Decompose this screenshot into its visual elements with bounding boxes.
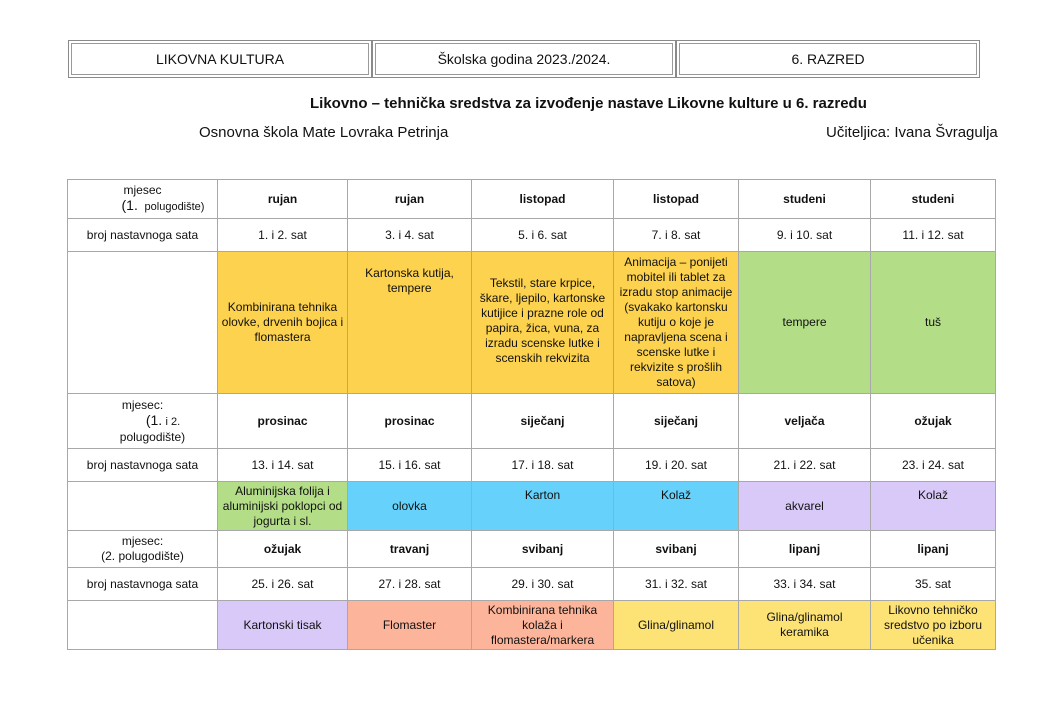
- material-cell: Kolaž: [614, 482, 739, 531]
- lesson-cell: 29. i 30. sat: [472, 568, 614, 601]
- lesson-cell: 1. i 2. sat: [218, 219, 348, 252]
- lesson-cell: 7. i 8. sat: [614, 219, 739, 252]
- material-cell: Flomaster: [348, 601, 472, 650]
- material-cell: tempere: [739, 252, 871, 394]
- material-cell: Kombinirana tehnika olovke, drvenih bojica i flomastera: [218, 252, 348, 394]
- month-row-label: mjesec: (1. i 2. polugodište): [68, 394, 218, 449]
- subject-box: [68, 40, 372, 78]
- material-cell: Animacija – ponijeti mobitel ili tablet za izradu stop animacije (svakako kartonsku kutiju o koje je napravljena scena i scenske lutke i rekvizite s prošlih satova): [614, 252, 739, 394]
- lesson-cell: 5. i 6. sat: [472, 219, 614, 252]
- lesson-cell: 15. i 16. sat: [348, 449, 472, 482]
- material-cell: Kolaž: [871, 482, 996, 531]
- lesson-cell: 3. i 4. sat: [348, 219, 472, 252]
- month-cell: travanj: [348, 531, 472, 568]
- lesson-row: [68, 568, 996, 601]
- lesson-row-label: broj nastavnoga sata: [68, 449, 218, 482]
- month-cell: prosinac: [348, 394, 472, 449]
- month-cell: studeni: [739, 180, 871, 219]
- month-cell: lipanj: [739, 531, 871, 568]
- material-cell: tuš: [871, 252, 996, 394]
- month-row: [68, 180, 996, 219]
- material-row-label: [68, 252, 218, 394]
- grade-label: 6. RAZRED: [791, 51, 865, 67]
- lesson-cell: 11. i 12. sat: [871, 219, 996, 252]
- lesson-cell: 19. i 20. sat: [614, 449, 739, 482]
- lesson-cell: 21. i 22. sat: [739, 449, 871, 482]
- month-cell: siječanj: [614, 394, 739, 449]
- month-cell: lipanj: [871, 531, 996, 568]
- month-row: [68, 394, 996, 449]
- grade-box: [676, 40, 980, 78]
- month-cell: siječanj: [472, 394, 614, 449]
- month-row-label: mjesec: (2. polugodište): [68, 531, 218, 568]
- lesson-cell: 31. i 32. sat: [614, 568, 739, 601]
- material-row-label: [68, 601, 218, 650]
- school-name: Osnovna škola Mate Lovraka Petrinja: [199, 124, 449, 141]
- material-cell: Glina/glinamol: [614, 601, 739, 650]
- material-cell: Likovno tehničko sredstvo po izboru učenika: [871, 601, 996, 650]
- month-cell: rujan: [218, 180, 348, 219]
- lesson-cell: 13. i 14. sat: [218, 449, 348, 482]
- document-title: Likovno – tehnička sredstva za izvođenje nastave Likovne kulture u 6. razredu: [310, 95, 867, 112]
- school-year-label: Školska godina 2023./2024.: [437, 51, 611, 67]
- material-cell: Kartonski tisak: [218, 601, 348, 650]
- material-cell: Tekstil, stare krpice, škare, ljepilo, kartonske kutijice i prazne role od papira, žica, vuna, za izradu scenske lutke i scenskih rekvizita: [472, 252, 614, 394]
- material-cell: akvarel: [739, 482, 871, 531]
- lesson-row-label: broj nastavnoga sata: [68, 219, 218, 252]
- month-cell: veljača: [739, 394, 871, 449]
- lesson-cell: 17. i 18. sat: [472, 449, 614, 482]
- month-cell: studeni: [871, 180, 996, 219]
- month-cell: ožujak: [218, 531, 348, 568]
- lesson-row-label: broj nastavnoga sata: [68, 568, 218, 601]
- month-cell: svibanj: [472, 531, 614, 568]
- material-cell: Aluminijska folija i aluminijski poklopci od jogurta i sl.: [218, 482, 348, 531]
- material-row: [68, 482, 996, 531]
- lesson-cell: 35. sat: [871, 568, 996, 601]
- month-cell: rujan: [348, 180, 472, 219]
- month-cell: prosinac: [218, 394, 348, 449]
- subject-label: LIKOVNA KULTURA: [155, 51, 285, 67]
- material-cell: olovka: [348, 482, 472, 531]
- school-year-box: [372, 40, 676, 78]
- month-cell: ožujak: [871, 394, 996, 449]
- lesson-cell: 33. i 34. sat: [739, 568, 871, 601]
- materials-table: [67, 179, 996, 650]
- month-cell: svibanj: [614, 531, 739, 568]
- lesson-cell: 23. i 24. sat: [871, 449, 996, 482]
- material-cell: Karton: [472, 482, 614, 531]
- material-cell: Kartonska kutija, tempere: [348, 252, 472, 394]
- lesson-cell: 9. i 10. sat: [739, 219, 871, 252]
- month-cell: listopad: [614, 180, 739, 219]
- lesson-cell: 27. i 28. sat: [348, 568, 472, 601]
- material-cell: Kombinirana tehnika kolaža i flomastera/markera: [472, 601, 614, 650]
- month-row-label: mjesec (1. polugodište): [68, 180, 218, 219]
- teacher-name: Učiteljica: Ivana Švragulja: [826, 124, 998, 141]
- month-row: [68, 531, 996, 568]
- material-row-label: [68, 482, 218, 531]
- lesson-row: [68, 219, 996, 252]
- material-row: [68, 601, 996, 650]
- lesson-cell: 25. i 26. sat: [218, 568, 348, 601]
- month-cell: listopad: [472, 180, 614, 219]
- material-cell: Glina/glinamol keramika: [739, 601, 871, 650]
- material-row: [68, 252, 996, 394]
- lesson-row: [68, 449, 996, 482]
